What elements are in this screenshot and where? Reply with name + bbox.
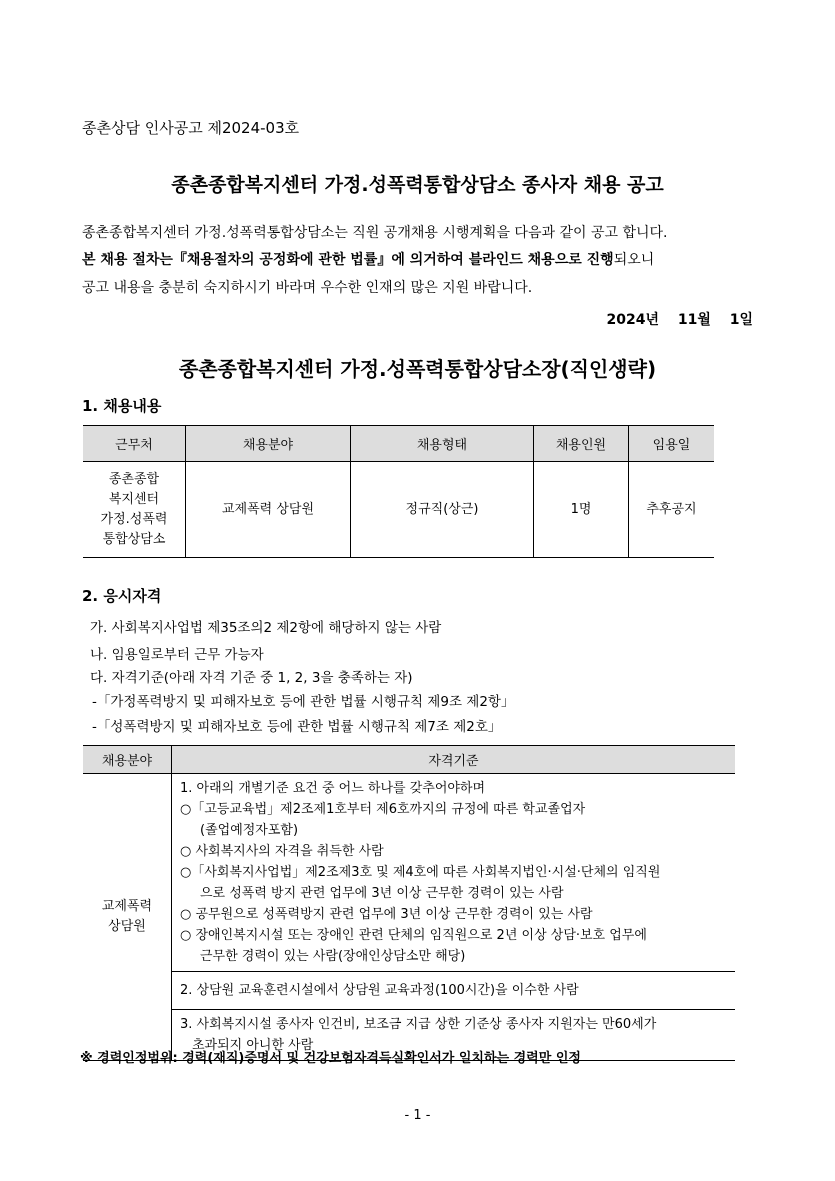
criteria-line: ○「사회복지사업법」제2조제3호 및 제4호에 따른 사회복지법인·시설·단체의 임직원 <box>180 865 661 880</box>
issuer-title: 종촌종합복지센터 가정.성폭력통합상담소장(직인생략) <box>178 357 657 381</box>
criteria-field-name: 교제폭력 상담원 <box>83 774 172 1061</box>
header-field: 채용분야 <box>186 426 351 462</box>
qualification-law: -「가정폭력방지 및 피해자보호 등에 관한 법률 시행규칙 제9조 제2항」 <box>92 694 515 710</box>
header-field: 채용분야 <box>83 746 172 774</box>
criteria-1 <box>172 774 736 972</box>
notice-number: 종촌상담 인사공고 제2024-03호 <box>82 119 300 137</box>
header-start: 임용일 <box>629 426 715 462</box>
criteria-line: ○ 사회복지사의 자격을 취득한 사람 <box>180 844 384 859</box>
intro-rest-text: 되오니 <box>613 252 655 268</box>
section-1-heading: 1. 채용내용 <box>82 397 162 415</box>
qualification-item: 나. 임용일로부터 근무 가능자 <box>90 647 264 663</box>
cell-type: 정규직(상근) <box>351 462 534 558</box>
criteria-table <box>83 745 735 1061</box>
table-row <box>83 462 714 558</box>
header-workplace: 근무처 <box>83 426 186 462</box>
cell-workplace: 종촌종합 복지센터 가정.성폭력 통합상담소 <box>83 462 186 558</box>
intro-line-2 <box>82 247 762 274</box>
header-count: 채용인원 <box>534 426 629 462</box>
criteria-line: 근무한 경력이 있는 사람(장애인상담소만 해당) <box>200 949 466 964</box>
qualification-item: 다. 자격기준(아래 자격 기준 중 1, 2, 3을 충족하는 자) <box>90 670 413 686</box>
section-2-heading: 2. 응시자격 <box>82 587 162 605</box>
page-number: - 1 - <box>404 1108 431 1123</box>
criteria-line: 1. 아래의 개별기준 요건 중 어느 하나를 갖추어야하며 <box>180 781 486 796</box>
career-footnote: ※ 경력인정범위: 경력(재직)증명서 및 건강보험자격득실확인서가 일치하는 경력만 인정 <box>80 1051 581 1066</box>
recruitment-table <box>83 425 714 558</box>
qualification-law: -「성폭력방지 및 피해자보호 등에 관한 법률 시행규칙 제7조 제2호」 <box>92 719 502 735</box>
cell-field: 교제폭력 상담원 <box>186 462 351 558</box>
cell-start: 추후공지 <box>629 462 715 558</box>
notice-date: 2024년 11월 1일 <box>606 312 753 328</box>
header-criteria: 자격기준 <box>172 746 736 774</box>
qualification-item: 가. 사회복지사업법 제35조의2 제2항에 해당하지 않는 사람 <box>90 620 442 636</box>
criteria-line: ○ 장애인복지시설 또는 장애인 관련 단체의 임직원으로 2년 이상 상담·보호 업무에 <box>180 928 647 943</box>
criteria-row <box>83 972 735 1010</box>
intro-line-3: 공고 내용을 충분히 숙지하시기 바라며 우수한 인재의 많은 지원 바랍니다. <box>82 280 533 296</box>
intro-line-1: 종촌종합복지센터 가정.성폭력통합상담소는 직원 공개채용 시행계획을 다음과 같이 공고 합니다. <box>82 225 668 241</box>
criteria-line: 으로 성폭력 방지 관련 업무에 3년 이상 근무한 경력이 있는 사람 <box>200 886 564 901</box>
criteria-line: ○「고등교육법」제2조제1호부터 제6호까지의 규정에 따른 학교졸업자 <box>180 802 586 817</box>
criteria-2 <box>172 972 736 1010</box>
criteria-header-row <box>83 746 735 774</box>
criteria-row <box>83 774 735 972</box>
table-header-row <box>83 426 714 462</box>
criteria-line: 3. 사회복지시설 종사자 인건비, 보조금 지급 상한 기준상 종사자 지원자는 만60세가 <box>180 1017 657 1032</box>
intro-bold-text: 본 채용 절차는『채용절차의 공정화에 관한 법률』에 의거하여 블라인드 채용으로 진행 <box>82 252 614 268</box>
main-title: 종촌종합복지센터 가정.성폭력통합상담소 종사자 채용 공고 <box>171 174 664 196</box>
cell-count: 1명 <box>534 462 629 558</box>
criteria-line: 2. 상담원 교육훈련시설에서 상담원 교육과정(100시간)을 이수한 사람 <box>180 983 579 998</box>
header-type: 채용형태 <box>351 426 534 462</box>
criteria-line: (졸업예정자포함) <box>200 823 299 838</box>
criteria-line: 초과되지 아니한 사람 <box>192 1038 314 1053</box>
criteria-line: ○ 공무원으로 성폭력방지 관련 업무에 3년 이상 근무한 경력이 있는 사람 <box>180 907 593 922</box>
